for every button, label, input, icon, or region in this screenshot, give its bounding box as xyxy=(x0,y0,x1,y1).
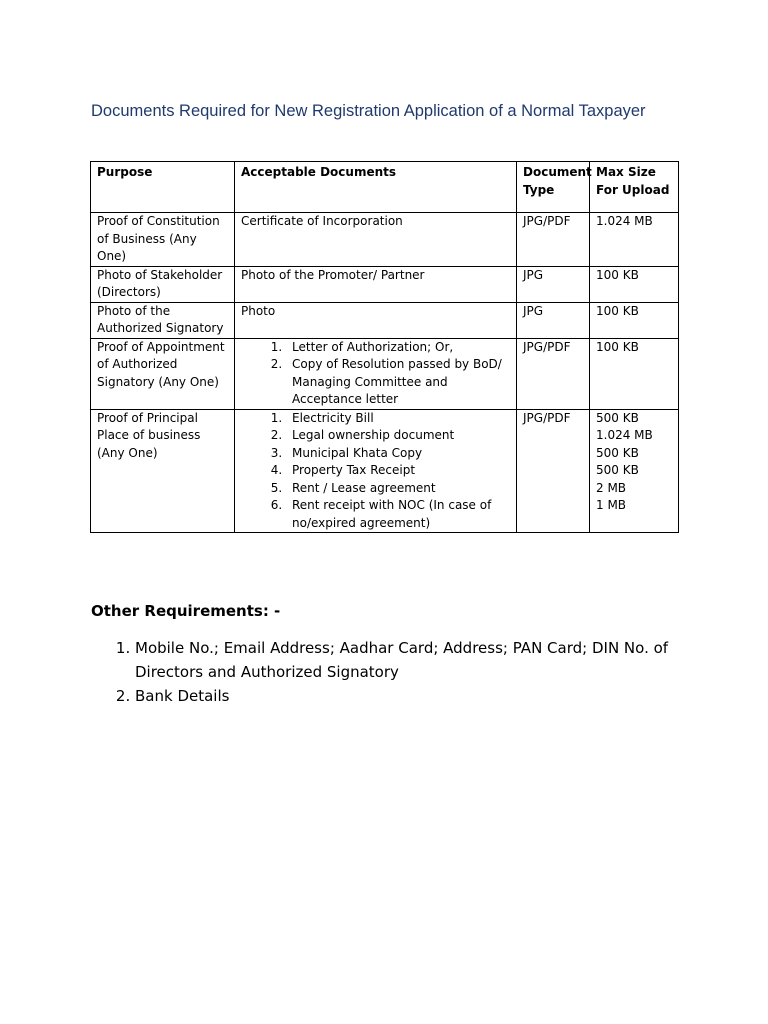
list-item: 4. Property Tax Receipt xyxy=(286,462,510,480)
size-cell: 100 KB xyxy=(590,266,679,302)
header-acceptable-documents: Acceptable Documents xyxy=(235,162,517,213)
documents-cell: Photo of the Promoter/ Partner xyxy=(235,266,517,302)
size-value: 500 KB xyxy=(596,410,639,425)
type-cell: JPG xyxy=(517,302,590,338)
table-row xyxy=(91,266,679,302)
table-row xyxy=(91,302,679,338)
list-item: 3. Municipal Khata Copy xyxy=(286,445,510,463)
list-item: 6. Rent receipt with NOC (In case of no/expired agreement) xyxy=(286,497,510,532)
documents-cell: Certificate of Incorporation xyxy=(235,213,517,267)
purpose-cell: Photo of the Authorized Signatory xyxy=(91,302,235,338)
size-value: 2 MB xyxy=(596,480,627,495)
list-item: 1. Mobile No.; Email Address; Aadhar Card; Address; PAN Card; DIN No. of Directors and Authorized Signatory xyxy=(135,636,735,684)
list-item: 1. Letter of Authorization; Or, xyxy=(286,339,510,357)
document-title: Documents Required for New Registration Application of a Normal Taxpayer xyxy=(91,102,646,120)
other-requirements-list xyxy=(91,636,735,708)
type-cell: JPG/PDF xyxy=(517,338,590,409)
size-value: 500 KB xyxy=(596,445,639,460)
type-cell: JPG/PDF xyxy=(517,409,590,533)
table-row xyxy=(91,213,679,267)
type-cell: JPG xyxy=(517,266,590,302)
size-value: 500 KB xyxy=(596,463,639,477)
size-value: 1.024 MB xyxy=(596,428,653,442)
size-cell xyxy=(590,409,679,533)
table-row xyxy=(91,338,679,409)
purpose-cell: Proof of Appointment of Authorized Signatory (Any One) xyxy=(91,338,235,409)
documents-list xyxy=(241,339,510,409)
list-item: 2. Bank Details xyxy=(135,684,735,708)
list-item: 2. Copy of Resolution passed by BoD/ Managing Committee and Acceptance letter xyxy=(286,356,510,409)
purpose-cell: Proof of Principal Place of business (Any One) xyxy=(91,409,235,533)
size-value: 1 MB xyxy=(596,498,627,512)
purpose-cell: Proof of Constitution of Business (Any One) xyxy=(91,213,235,267)
other-requirements-heading: Other Requirements: - xyxy=(91,602,281,620)
size-cell: 100 KB xyxy=(590,302,679,338)
list-item: 5. Rent / Lease agreement xyxy=(286,480,510,498)
list-item: 1. Electricity Bill xyxy=(286,410,510,428)
header-document-type: Document Type xyxy=(517,162,590,213)
size-cell: 1.024 MB xyxy=(590,213,679,267)
documents-cell xyxy=(235,409,517,533)
type-cell: JPG/PDF xyxy=(517,213,590,267)
documents-cell xyxy=(235,338,517,409)
purpose-cell: Photo of Stakeholder (Directors) xyxy=(91,266,235,302)
header-purpose: Purpose xyxy=(91,162,235,213)
documents-list xyxy=(241,410,510,533)
size-cell: 100 KB xyxy=(590,338,679,409)
header-max-size: Max Size For Upload xyxy=(590,162,679,213)
documents-table xyxy=(90,161,679,533)
list-item: 2. Legal ownership document xyxy=(286,427,510,445)
documents-cell: Photo xyxy=(235,302,517,338)
table-header-row xyxy=(91,162,679,213)
table-row xyxy=(91,409,679,533)
